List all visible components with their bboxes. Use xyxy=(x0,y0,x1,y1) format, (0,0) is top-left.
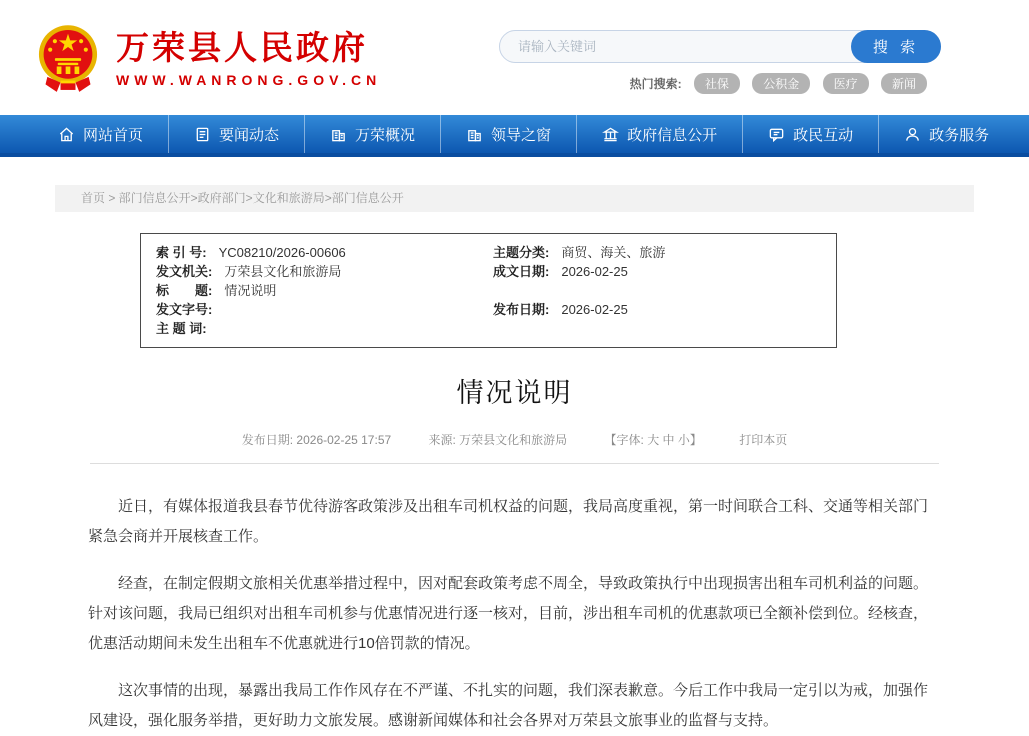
agency-value: 万荣县文化和旅游局 xyxy=(224,264,342,279)
agency-label: 发文机关: xyxy=(156,264,213,279)
nav-item-label: 政民互动 xyxy=(793,126,854,144)
site-logo[interactable] xyxy=(38,24,381,94)
title-label: 标 题: xyxy=(156,283,213,298)
site-url: WWW.WANRONG.GOV.CN xyxy=(116,71,382,88)
info-row xyxy=(156,281,826,300)
article-content xyxy=(0,233,1029,736)
page-title: 情况说明 xyxy=(456,378,573,408)
hot-tag-yiliao[interactable]: 医疗 xyxy=(823,73,869,94)
nav-item-interaction[interactable] xyxy=(742,115,878,153)
nav-item-label: 政务服务 xyxy=(929,126,990,144)
main-nav xyxy=(0,115,1029,157)
article-body xyxy=(58,464,971,736)
search-area xyxy=(499,30,941,94)
building-icon xyxy=(466,126,483,143)
written-date-label: 成文日期: xyxy=(493,264,550,279)
nav-item-label: 领导之窗 xyxy=(491,126,552,144)
hot-search-label: 热门搜索: xyxy=(629,77,682,91)
breadcrumb[interactable]: 首页 > 部门信息公开>政府部门>文化和旅游局>部门信息公开 xyxy=(55,185,974,212)
nav-item-services[interactable] xyxy=(878,115,1014,153)
article-meta-row xyxy=(58,431,971,448)
print-page-link[interactable]: 打印本页 xyxy=(739,433,788,447)
paragraph: 经查，在制定假期文旅相关优惠举措过程中，因对配套政策考虑不周全，导致政策执行中出现损害出租车司机利益的问题。针对该问题，我局已组织对出租车司机参与优惠情况进行逐一核对，目前，涉出租车司机的优惠款项已全额补偿到位。经核查，优惠活动期间未发生出租车不优惠就进行10倍罚款的情况。 xyxy=(88,575,929,652)
topic-value: 商贸、海关、旅游 xyxy=(561,245,666,260)
topic-label: 主题分类: xyxy=(493,245,550,260)
publish-date-value: 2026-02-25 xyxy=(561,302,628,317)
font-size-control[interactable]: 【字体: 大 中 小】 xyxy=(604,433,702,447)
nav-item-label: 政府信息公开 xyxy=(627,126,718,144)
gov-bank-icon xyxy=(602,126,619,143)
nav-item-overview[interactable] xyxy=(304,115,440,153)
hot-tag-gongjijin[interactable]: 公积金 xyxy=(752,73,810,94)
site-header xyxy=(0,0,1029,115)
news-icon xyxy=(194,126,211,143)
written-date-value: 2026-02-25 xyxy=(561,264,628,279)
publish-date-label: 发布日期: xyxy=(493,302,550,317)
hot-tag-shebao[interactable]: 社保 xyxy=(694,73,740,94)
title-value: 情况说明 xyxy=(224,283,277,298)
hot-search-row xyxy=(499,73,941,94)
paragraph: 这次事情的出现，暴露出我局工作作风存在不严谨、不扎实的问题，我们深表歉意。今后工作中我局一定引以为戒，加强作风建设，强化服务举措，更好助力文旅发展。感谢新闻媒体和社会各界对万荣县文旅事业的监督与支持。 xyxy=(88,682,929,729)
meta-source: 来源: 万荣县文化和旅游局 xyxy=(428,433,568,447)
doc-no-label: 发文字号: xyxy=(156,302,213,317)
home-icon xyxy=(58,126,75,143)
nav-item-label: 要闻动态 xyxy=(219,126,280,144)
document-info-table xyxy=(140,233,837,348)
nav-item-home[interactable] xyxy=(33,115,168,153)
paragraph: 近日，有媒体报道我县春节优待游客政策涉及出租车司机权益的问题，我局高度重视，第一时间联合工科、交通等相关部门紧急会商并开展核查工作。 xyxy=(88,498,929,545)
nav-item-label: 万荣概况 xyxy=(355,126,416,144)
info-row xyxy=(156,319,826,338)
nav-item-info-disclosure[interactable] xyxy=(576,115,742,153)
info-row xyxy=(156,300,826,319)
index-value: YC08210/2026-00606 xyxy=(218,245,346,260)
keywords-label: 主 题 词: xyxy=(156,321,207,336)
search-button[interactable]: 搜 索 xyxy=(851,30,941,63)
building-icon xyxy=(330,126,347,143)
meta-publish-date: 发布日期: 2026-02-25 17:57 xyxy=(241,433,392,447)
site-title: 万荣县人民政府 xyxy=(116,29,368,67)
search-box xyxy=(499,30,941,63)
person-icon xyxy=(904,126,921,143)
nav-item-news[interactable] xyxy=(168,115,304,153)
breadcrumb-wrap xyxy=(0,157,1029,212)
info-row xyxy=(156,262,826,281)
national-emblem-icon xyxy=(38,24,98,94)
info-row xyxy=(156,243,826,262)
hot-tag-xinwen[interactable]: 新闻 xyxy=(881,73,927,94)
nav-item-label: 网站首页 xyxy=(83,126,144,144)
chat-icon xyxy=(768,126,785,143)
index-label: 索 引 号: xyxy=(156,245,207,260)
nav-item-leaders[interactable] xyxy=(440,115,576,153)
logo-text xyxy=(116,30,381,87)
